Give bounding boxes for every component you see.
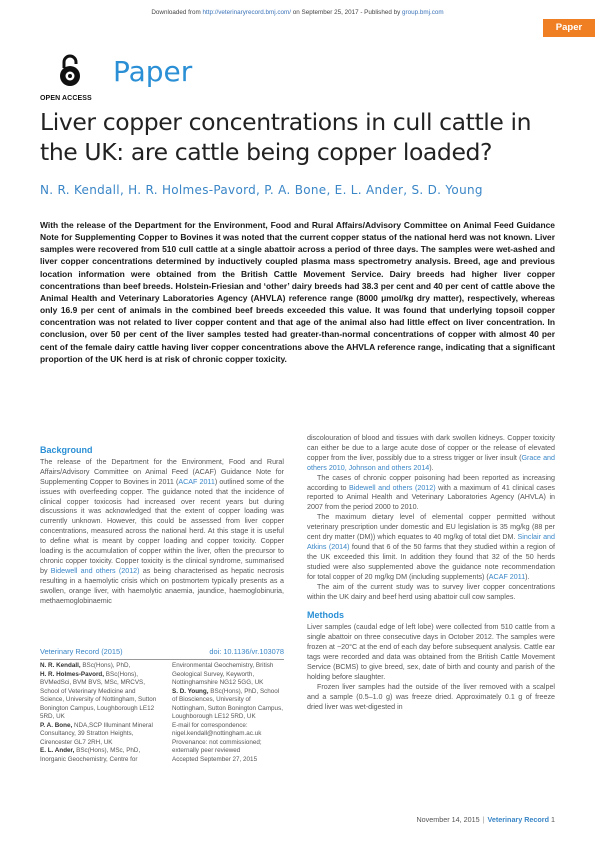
- paragraph: [307, 513, 555, 582]
- affiliation: [40, 747, 160, 764]
- author-name: S. D. Young,: [172, 687, 209, 695]
- journal-info: [40, 647, 284, 660]
- author-name: N. R. Kendall,: [40, 662, 81, 669]
- text-run: as being characterised as hepatic necrosis resulting in a haemolytic crisis which on postmortem typically presents as a swollen, orange liver, with haemolytic anaemia, jaundice, haemoglobinuria, methaemoglobinaemic: [40, 566, 284, 605]
- paragraph: Frozen liver samples had the outside of the liver removed with a scalpel and a sample (0.5–1.0 g) was freeze dried. Approximately 0.1 g of freeze dried liver was wet-digested in: [307, 682, 555, 711]
- left-column: [40, 446, 284, 607]
- affiliation: [40, 671, 160, 722]
- download-middle: on September 25, 2017 - Published by: [292, 9, 401, 16]
- spacer: [307, 602, 555, 611]
- affiliations-right: [172, 662, 284, 764]
- affiliations-left: [40, 662, 160, 764]
- reference-link[interactable]: Bidewell and others (2012): [50, 566, 140, 575]
- text-run: discolouration of blood and tissues with dark swollen kidneys. Copper toxicity can either be due to a large acute dose of copper or the release of elevated copper from the liver, possibly due to a stress trigger or liver insult (: [307, 434, 555, 462]
- separator: |: [482, 815, 485, 824]
- reference-link[interactable]: Sinclair and Atkins (2014): [307, 533, 555, 551]
- author-name: P. A. Bone,: [40, 721, 73, 729]
- journal-citation: Veterinary Record (2015): [40, 647, 123, 656]
- background-paragraph: [40, 458, 284, 607]
- author-name: H. R. Holmes-Pavord,: [40, 670, 105, 678]
- page-number: 1: [551, 815, 555, 824]
- provenance: Provenance: not commissioned; externally peer reviewed: [172, 738, 262, 754]
- reference-link[interactable]: Grace and others 2010, Johnson and others 2014: [307, 453, 555, 472]
- open-access-label: OPEN ACCESS: [40, 95, 92, 102]
- reference-link[interactable]: ACAF 2011: [178, 477, 215, 486]
- paragraph: The aim of the current study was to survey liver copper concentrations within the UK dairy and beef herd using abattoir cull cow samples.: [307, 582, 555, 601]
- background-heading: Background: [40, 445, 93, 455]
- affiliation-details: BSc(Hons), PhD, School of Biosciences, University of Nottingham, Sutton Bonington Campus, Loughborough LE12 5RD, UK: [172, 687, 283, 720]
- right-column: [307, 434, 555, 712]
- text-run: The maximum dietary level of elemental copper permitted without veterinary prescription under domestic and EU legislation is 35 mg/kg (88 per cent dry matter (DM)) which equates to 40 mg/kg of total diet DM.: [307, 513, 555, 542]
- open-access-lock-icon: [58, 54, 82, 88]
- site-link[interactable]: http://veterinaryrecord.bmj.com/: [202, 9, 292, 16]
- correspondence-email[interactable]: nigel.kendall@nottingham.ac.uk: [172, 730, 262, 737]
- reference-link[interactable]: Bidewell and others (2012): [349, 483, 436, 492]
- text-run: ) outlined some of the issues with overfeeding copper. The guidance noted that the incidence of clinical copper toxicosis had increased over recent years but during discussions it was acknowledged that the extent of copper loading was currently unknown. However, this could be assessed from liver copper concentrations, measured across the national herd. At this stage it is useful to define what is meant by copper loading and copper toxicity. Copper loading is the accumulation of copper within the liver, often the precursor to chronic copper toxicity. Copper toxicity is the clinical syndrome, summarised by: [40, 477, 284, 575]
- page-footer: [416, 815, 555, 824]
- paragraph: Liver samples (caudal edge of left lobe) were collected from 510 cattle from a single abattoir on three consecutive days in October 2012. The samples were frozen at −20°C at the end of each day before subsequent analysis. Cattle ear tags were recorded and data was obtained from the British Cattle Movement Service (BCMS) to give breed, sex, date of birth and county and parish of the holding before slaughter.: [307, 623, 555, 681]
- download-prefix: Downloaded from: [151, 9, 201, 16]
- affiliation: [40, 662, 160, 671]
- text-run: ).: [525, 572, 530, 581]
- text-run: ).: [429, 463, 434, 472]
- section-tab: Paper: [543, 19, 595, 37]
- journal-name: Veterinary Record: [487, 815, 549, 824]
- publisher-link[interactable]: group.bmj.com: [401, 9, 444, 16]
- issue-date: November 14, 2015: [416, 815, 480, 824]
- reference-link[interactable]: ACAF 2011: [488, 572, 526, 581]
- text-run: The cases of chronic copper poisoning had been reported as increasing according to: [307, 473, 555, 492]
- affiliation-continued: Environmental Geochemistry, British Geological Survey, Keyworth, Nottinghamshire NG12 5GG, UK: [172, 662, 274, 686]
- paragraph: [307, 434, 555, 474]
- text-run: The release of the Department for the Environment, Food and Rural Affairs/Advisory Committee on Animal Feed (ACAF) Guidance Note for Supplementing Copper to Bovines in 2011 (: [40, 457, 284, 486]
- abstract: With the release of the Department for the Environment, Food and Rural Affairs/Advisory Committee on Animal Feed Guidance Note for Supplementing Copper to Bovines it was noted that the current copper status of the national herd was not known. Liver samples were recovered from 510 cull cattle at a single abattoir across a period of three days. The samples were wet-ashed and liver copper concentrations determined by inductively coupled plasma mass spectrometry analysis. Breed, age and previous location information were obtained from the British Cattle Movement Service. Dairy breeds had higher liver copper concentrations than beef breeds. Holstein-Friesian and ‘other’ dairy breeds had 38.3 per cent and 40 per cent of cattle above the Animal Health and Veterinary Laboratories Agency (AHVLA) reference range (8000 μmol/kg dry matter), respectively, whereas only 16.9 per cent of animals in the combined beef breeds exceeded this value. It was found that underlying topsoil copper concentration was not related to liver copper content and that age of the animal also had little effect on liver concentration. In conclusion, over 50 per cent of the liver samples tested had greater-than-normal concentrations of copper with almost 40 per cent of the female dairy cattle having liver copper concentrations above the AHVLA reference range, indicating that a significant proportion of the UK herd is at risk of chronic copper toxicity.: [40, 220, 555, 364]
- text-run: with a maximum of 41 clinical cases reported to Animal Health and Veterinary Laboratories Agency (AHVLA) in 2007 from the period 2000 to 2010.: [307, 483, 555, 512]
- section-label: Paper: [113, 55, 193, 88]
- affiliation: [40, 722, 160, 748]
- affiliation-details: BSc(Hons), PhD,: [80, 662, 131, 669]
- affiliation-details: BSc(Hons), MSc, PhD, Inorganic Geochemistry, Centre for: [40, 747, 141, 763]
- email-label: E-mail for correspondence:: [172, 721, 248, 729]
- author-name: E. L. Ander,: [40, 747, 75, 754]
- download-notice: [0, 9, 595, 16]
- paragraph: [307, 474, 555, 514]
- accepted-date: Accepted September 27, 2015: [172, 755, 258, 763]
- author-list: N. R. Kendall, H. R. Holmes-Pavord, P. A. Bone, E. L. Ander, S. D. Young: [40, 183, 483, 197]
- affiliation-details: BSc(Hons), BVMedSci, BVM BVS, MSc, MRCVS, School of Veterinary Medicine and Science, University of Nottingham, Sutton Bonington Campus, Loughborough LE12 5RD, UK: [40, 670, 157, 720]
- article-title: Liver copper concentrations in cull cattle in the UK: are cattle being copper loaded?: [40, 108, 532, 166]
- methods-heading: Methods: [307, 610, 344, 621]
- text-run: found that 6 of the 50 farms that they studied within a region of the UK exceeded this limit. In addition they found that 32 of the 50 herds studied were also supplemented above the guidance note recommendation for total copper of 20 mg/kg DM (including supplements) (: [307, 542, 555, 581]
- affiliation: [172, 688, 284, 722]
- affiliation-details: NDA,SCP Illuminant Mineral Consultancy, 39 Stratton Heights, Cirencester GL7 2RH, UK: [40, 721, 153, 746]
- doi-link[interactable]: doi: 10.1136/vr.103078: [209, 647, 284, 656]
